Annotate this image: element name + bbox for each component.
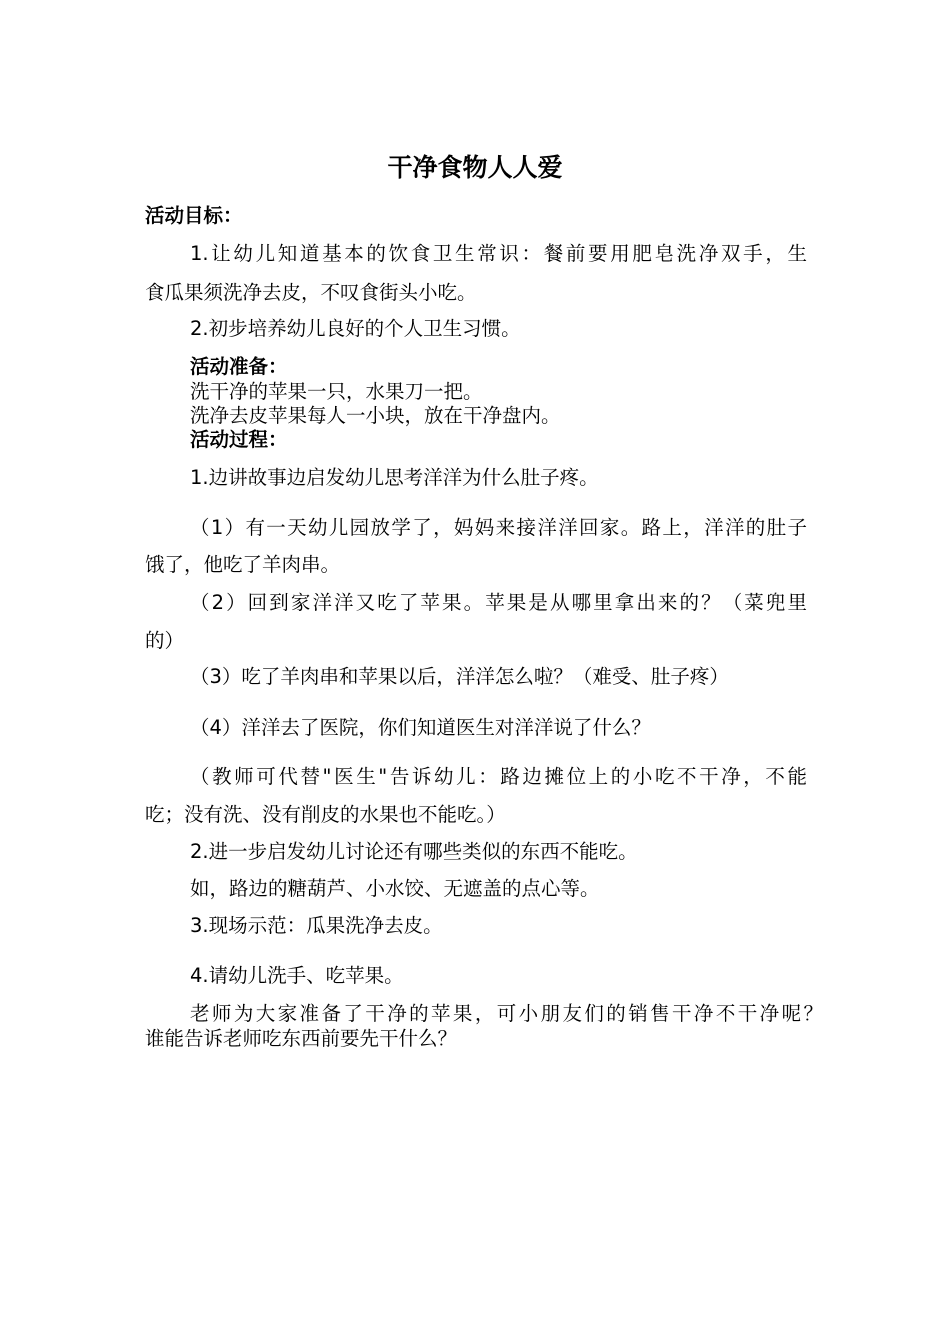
story-2-line-1: （2）回到家洋洋又吃了苹果。苹果是从哪里拿出来的？（菜兜里 <box>190 591 807 614</box>
document-title: 干净食物人人爱 <box>387 153 563 182</box>
closing-line-1: 老师为大家准备了干净的苹果，可小朋友们的销售干净不干净呢？ <box>190 1002 823 1025</box>
goal-1-line-1: 1.让幼儿知道基本的饮食卫生常识：餐前要用肥皂洗净双手，生 <box>190 242 807 265</box>
story-1-line-2: 饿了，他吃了羊肉串。 <box>145 553 341 576</box>
step-2-example: 如，路边的糖葫芦、小水饺、无遮盖的点心等。 <box>190 877 600 900</box>
story-1-line-1: （1）有一天幼儿园放学了，妈妈来接洋洋回家。路上，洋洋的肚子 <box>190 516 807 539</box>
prep-item-1: 洗干净的苹果一只，水果刀一把。 <box>190 380 483 403</box>
prep-heading: 活动准备： <box>190 355 288 378</box>
closing-line-2: 谁能告诉老师吃东西前要先干什么？ <box>145 1027 458 1050</box>
goal-1-line-2: 食瓜果须洗净去皮，不叹食街头小吃。 <box>145 281 477 304</box>
step-1: 1.边讲故事边启发幼儿思考洋洋为什么肚子疼。 <box>190 466 599 489</box>
process-heading: 活动过程： <box>190 428 288 451</box>
story-3: （3）吃了羊肉串和苹果以后，洋洋怎么啦？（难受、肚子疼） <box>190 665 729 688</box>
teacher-note-line-1: （教师可代替"医生"告诉幼儿：路边摊位上的小吃不干净，不能 <box>190 765 807 788</box>
step-2: 2.进一步启发幼儿讨论还有哪些类似的东西不能吃。 <box>190 840 638 863</box>
teacher-note-line-2: 吃；没有洗、没有削皮的水果也不能吃。） <box>145 803 506 826</box>
goal-2: 2.初步培养幼儿良好的个人卫生习惯。 <box>190 317 521 340</box>
step-3: 3.现场示范：瓜果洗净去皮。 <box>190 914 443 937</box>
prep-item-2: 洗净去皮苹果每人一小块，放在干净盘内。 <box>190 404 561 427</box>
goals-heading: 活动目标： <box>145 204 243 227</box>
step-4: 4.请幼儿洗手、吃苹果。 <box>190 964 404 987</box>
story-4: （4）洋洋去了医院，你们知道医生对洋洋说了什么？ <box>190 716 651 739</box>
story-2-line-2: 的） <box>145 629 185 652</box>
